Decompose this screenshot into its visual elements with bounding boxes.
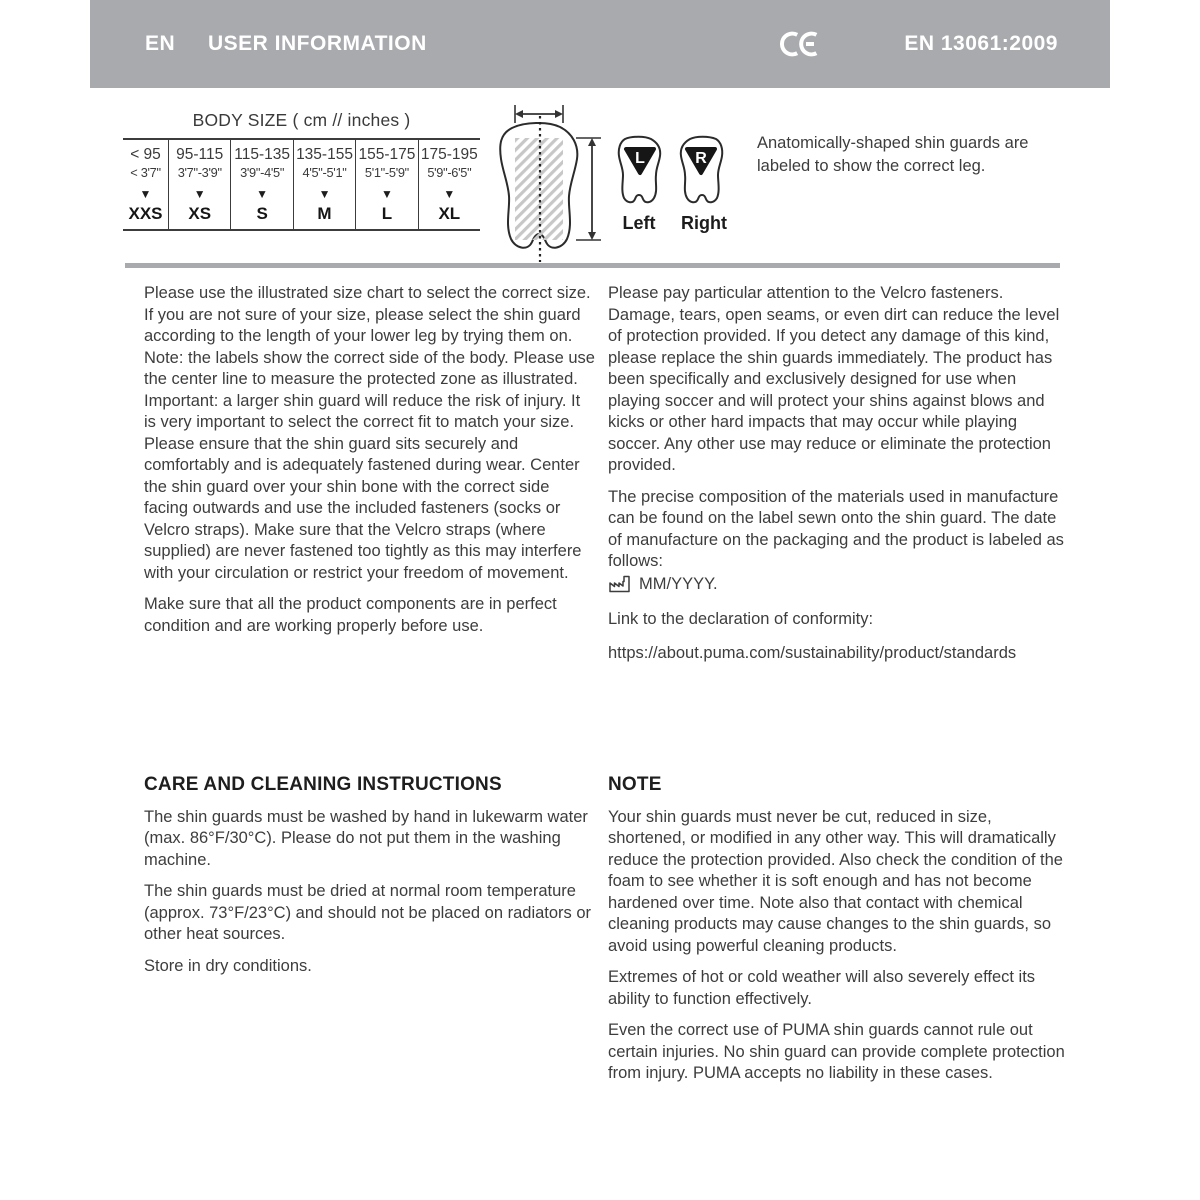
page-title: USER INFORMATION xyxy=(208,32,427,55)
down-triangle-icon: ▼ xyxy=(380,187,393,201)
factory-icon xyxy=(608,574,632,594)
date-of-manufacture-row xyxy=(608,574,1072,596)
cm-range: 175-195 xyxy=(420,146,478,163)
size-label: S xyxy=(256,204,268,223)
sizing-instructions-column xyxy=(144,283,596,647)
size-chart xyxy=(123,110,480,231)
maintenance-instructions-column xyxy=(608,283,1072,674)
size-column-xxs xyxy=(123,140,168,229)
paragraph: Make sure that all the product components are in perfect condition and are working properly before use. xyxy=(144,595,557,635)
conformity-link-label: Link to the declaration of conformity: xyxy=(608,610,874,628)
left-badge-letter: L xyxy=(635,150,645,167)
size-label: XS xyxy=(188,204,212,223)
size-column-s xyxy=(230,140,292,229)
cm-range: < 95 xyxy=(130,146,161,163)
header-bar xyxy=(90,0,1110,88)
paragraph: Even the correct use of PUMA shin guards cannot rule out certain injuries. No shin guard can provide complete protection from injury. PUMA accepts no liability in these cases. xyxy=(608,1021,1065,1082)
down-triangle-icon: ▼ xyxy=(139,187,152,201)
size-label: XXS xyxy=(128,204,163,223)
note-heading: NOTE xyxy=(608,774,662,795)
inch-range: < 3'7" xyxy=(130,165,161,180)
inch-range: 3'7"-3'9" xyxy=(177,165,222,180)
inch-range: 5'1"-5'9" xyxy=(364,165,409,180)
left-shin-guard-illustration xyxy=(613,135,665,210)
down-triangle-icon: ▼ xyxy=(256,187,269,201)
left-leg-label: Left xyxy=(622,213,656,233)
paragraph: Your shin guards must never be cut, reduced in size, shortened, or modified in any other way. This will dramatically reduce the protection provided. Also check the condition of the foam to see whether it is soft enough and has not become hardened over time. Note also that contact with chemical cleaning products may cause changes to the shin guards, so avoid using powerful cleaning products. xyxy=(608,807,1063,955)
paragraph: The shin guards must be washed by hand in lukewarm water (max. 86°F/30°C). Please do not put them in the washing machine. xyxy=(144,807,588,869)
down-triangle-icon: ▼ xyxy=(443,187,456,201)
cm-range: 155-175 xyxy=(358,146,416,163)
right-badge-letter: R xyxy=(695,150,707,167)
down-triangle-icon: ▼ xyxy=(318,187,331,201)
paragraph: Extremes of hot or cold weather will also severely effect its ability to function effectively. xyxy=(608,968,1036,1008)
paragraph: Store in dry conditions. xyxy=(144,956,312,975)
down-triangle-icon: ▼ xyxy=(193,187,206,201)
size-chart-title: BODY SIZE ( cm // inches ) xyxy=(192,110,411,130)
cm-range: 135-155 xyxy=(296,146,353,163)
size-column-m xyxy=(293,140,355,229)
note-section xyxy=(608,774,1072,1095)
conformity-url: https://about.puma.com/sustainability/product/standards xyxy=(608,643,1017,662)
paragraph: The precise composition of the materials used in manufacture can be found on the label sewn onto the shin guard. The date of manufacture on the packaging and the product is labeled as follows: xyxy=(608,487,1064,570)
section-divider xyxy=(125,263,1060,268)
size-column-l xyxy=(355,140,417,229)
inch-range: 3'9"-4'5" xyxy=(240,165,285,180)
standard-number: EN 13061:2009 xyxy=(904,32,1058,55)
size-chart-table xyxy=(123,138,480,231)
ce-mark-icon xyxy=(778,29,818,59)
size-label: XL xyxy=(438,204,461,223)
size-column-xl xyxy=(418,140,480,229)
size-label: L xyxy=(381,204,393,223)
size-column-xs xyxy=(168,140,230,229)
right-shin-guard-illustration xyxy=(676,135,728,210)
language-code: EN xyxy=(145,32,176,55)
figure-caption: Anatomically-shaped shin guards are labeled to show the correct leg. xyxy=(757,134,1029,175)
care-section xyxy=(144,774,596,987)
shin-guard-measure-diagram xyxy=(488,96,606,266)
paragraph: The shin guards must be dried at normal room temperature (approx. 73°F/23°C) and should not be placed on radiators or other heat sources. xyxy=(144,882,592,943)
paragraph: Please use the illustrated size chart to select the correct size. If you are not sure of your size, please select the shin guard according to the length of your lower leg by trying them on. Note: the labels show the correct side of the body. Please use the center line to measure the protected zone as illustrated. Important: a larger shin guard will reduce the risk of injury. It is very important to select the correct fit to match your size. Please ensure that the shin guard sits securely and comfortably and is adequately fastened during wear. Center the shin guard over your shin bone with the correct side facing outwards and use the included fasteners (socks or Velcro straps). Make sure that the Velcro straps (where supplied) are never fastened too tightly as this may interfere with your circulation or restrict your freedom of movement. xyxy=(144,284,595,582)
size-label: M xyxy=(317,204,332,223)
inch-range: 5'9"-6'5" xyxy=(427,165,472,180)
care-heading: CARE AND CLEANING INSTRUCTIONS xyxy=(144,774,502,795)
date-code: MM/YYYY. xyxy=(639,574,718,593)
inch-range: 4'5"-5'1" xyxy=(302,165,347,180)
cm-range: 115-135 xyxy=(234,146,290,163)
right-leg-label: Right xyxy=(681,213,727,233)
cm-range: 95-115 xyxy=(176,146,224,163)
paragraph: Please pay particular attention to the Velcro fasteners. Damage, tears, open seams, or even dirt can reduce the level of protection provided. If you detect any damage of this kind, please replace the shin guards immediately. The product has been specifically and exclusively designed for use when playing soccer and will protect your shins against blows and kicks or other hard impacts that may occur while playing soccer. Any other use may reduce or eliminate the protection provided. xyxy=(608,284,1060,474)
